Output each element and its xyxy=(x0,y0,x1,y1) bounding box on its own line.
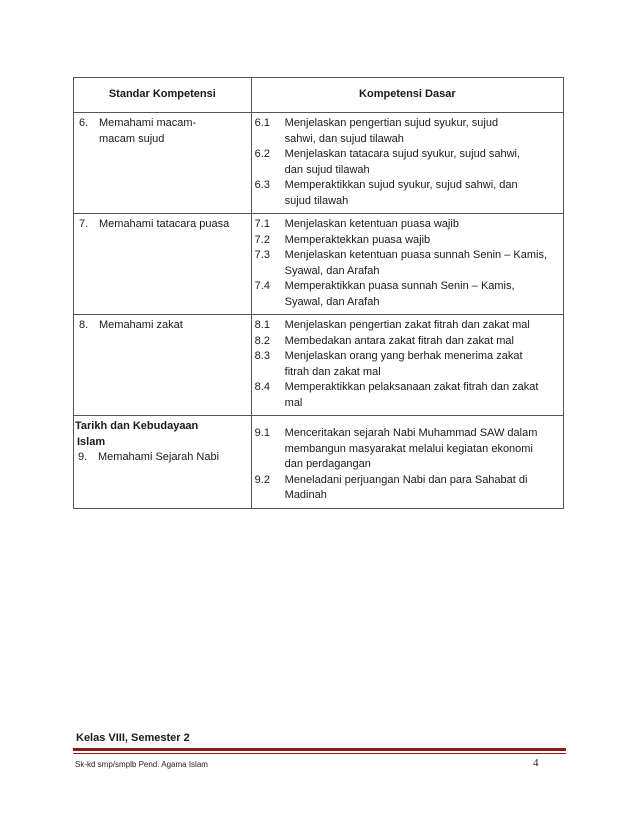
kd-number: 7.4 xyxy=(254,280,270,292)
sk-item xyxy=(75,450,247,466)
kd-number: 7.3 xyxy=(254,249,270,261)
sk-number: 7. xyxy=(79,218,89,230)
sk-text-line: Memahami macam- xyxy=(99,117,197,129)
kd-number: 7.1 xyxy=(254,218,270,230)
kd-text-line: Memperaktikkan pelaksanaan zakat fitrah dan zakat xyxy=(284,381,539,393)
kd-text xyxy=(285,380,559,411)
kd-text-line: Membedakan antara zakat fitrah dan zakat mal xyxy=(284,334,514,347)
footer-rule-thin xyxy=(73,753,566,754)
table-header-row xyxy=(74,78,564,113)
kd-item xyxy=(255,233,559,249)
table-body xyxy=(74,113,564,509)
kompetensi-dasar-cell xyxy=(251,315,563,416)
kd-number: 8.4 xyxy=(254,381,270,393)
kd-item xyxy=(255,349,559,380)
sk-text xyxy=(99,116,247,147)
kd-text-line: Menjelaskan orang yang berhak menerima zakat xyxy=(284,350,523,362)
kd-text xyxy=(285,233,559,249)
kd-text-line: Memperaktekkan puasa wajib xyxy=(284,233,431,246)
sk-number: 8. xyxy=(79,319,89,331)
kd-text-line: Menjelaskan pengertian zakat fitrah dan zakat mal xyxy=(284,319,530,331)
kd-text-line: dan perdagangan xyxy=(284,458,371,470)
kd-text xyxy=(285,116,559,147)
table-row xyxy=(74,113,564,214)
kd-text-line: Menjelaskan tatacara sujud syukur, sujud sahwi, xyxy=(284,148,521,160)
kd-text-line: sujud tilawah xyxy=(284,194,349,207)
kompetensi-dasar-cell xyxy=(251,416,563,509)
kd-text-line: dan sujud tilawah xyxy=(284,163,370,176)
sk-item xyxy=(79,217,247,233)
group-title-line: Islam xyxy=(77,435,106,448)
sk-text xyxy=(99,217,247,233)
kd-item xyxy=(255,426,559,473)
sk-text-line: macam sujud xyxy=(99,132,165,145)
kd-text xyxy=(285,248,559,279)
standar-kompetensi-cell xyxy=(74,214,252,315)
kd-text xyxy=(285,349,559,380)
kompetensi-dasar-cell xyxy=(251,214,563,315)
kd-item xyxy=(255,248,559,279)
kd-text-line: Menjelaskan ketentuan puasa wajib xyxy=(284,218,459,230)
competency-table xyxy=(73,77,564,509)
kd-number: 8.3 xyxy=(254,350,270,362)
kd-number: 8.1 xyxy=(254,319,270,331)
standar-kompetensi-cell xyxy=(74,113,252,214)
kd-item xyxy=(255,116,559,147)
kd-item xyxy=(255,279,559,310)
kd-text-line: fitrah dan zakat mal xyxy=(284,365,381,378)
kd-number: 6.1 xyxy=(254,117,270,129)
kd-text xyxy=(285,178,559,209)
kd-text xyxy=(285,426,559,473)
kd-text-line: Menjelaskan ketentuan puasa sunnah Senin – Kamis, xyxy=(284,249,547,261)
kd-item xyxy=(255,147,559,178)
footer-doc-label: Sk-kd smp/smplb Pend. Agama Islam xyxy=(75,760,208,769)
kd-text xyxy=(285,318,559,334)
group-title-line: Tarikh dan Kebudayaan xyxy=(75,420,199,432)
sk-text-line: Memahami tatacara puasa xyxy=(99,218,230,230)
kd-item xyxy=(255,217,559,233)
kd-text-line: Memperaktikkan sujud syukur, sujud sahwi, dan xyxy=(284,179,518,191)
kd-number: 6.3 xyxy=(254,179,270,191)
kd-number: 9.1 xyxy=(254,427,270,439)
kd-text-line: Syawal, dan Arafah xyxy=(284,295,380,308)
sk-item xyxy=(79,318,247,334)
header-standar-kompetensi: Standar Kompetensi xyxy=(74,78,252,113)
sk-number: 6. xyxy=(79,117,89,129)
table-row xyxy=(74,416,564,509)
kd-number: 6.2 xyxy=(254,148,270,160)
page-number: 4 xyxy=(533,757,539,769)
sk-item xyxy=(79,116,247,147)
sk-text xyxy=(98,450,247,466)
sk-number: 9. xyxy=(78,451,88,463)
class-semester-heading: Kelas VIII, Semester 2 xyxy=(76,732,190,744)
kd-text-line: Menceritakan sejarah Nabi Muhammad SAW dalam xyxy=(284,427,538,439)
kd-number: 8.2 xyxy=(254,334,270,347)
kd-text-line: Menjelaskan pengertian sujud syukur, sujud xyxy=(284,117,499,129)
kd-item xyxy=(255,473,559,504)
kd-text xyxy=(285,473,559,504)
table-row xyxy=(74,214,564,315)
header-kompetensi-dasar: Kompetensi Dasar xyxy=(251,78,563,113)
sk-text xyxy=(99,318,247,334)
kd-item xyxy=(255,334,559,350)
kd-number: 7.2 xyxy=(254,233,270,246)
kd-text-line: membangun masyarakat melalui kegiatan ekonomi xyxy=(284,442,533,455)
kd-text xyxy=(285,334,559,350)
kd-text-line: sahwi, dan sujud tilawah xyxy=(284,132,404,145)
kd-number: 9.2 xyxy=(254,473,270,486)
kd-item xyxy=(255,318,559,334)
table-row xyxy=(74,315,564,416)
kd-text-line: Syawal, dan Arafah xyxy=(284,264,380,277)
kd-text-line: Memperaktikkan puasa sunnah Senin – Kamis, xyxy=(284,280,515,292)
kd-text-line: Madinah xyxy=(284,489,327,501)
kd-text-line: mal xyxy=(284,396,303,409)
kd-text xyxy=(285,217,559,233)
kd-text-line: Meneladani perjuangan Nabi dan para Sahabat di xyxy=(284,473,528,486)
kd-item xyxy=(255,178,559,209)
kd-text xyxy=(285,147,559,178)
standar-kompetensi-cell xyxy=(74,416,252,509)
sk-text-line: Memahami Sejarah Nabi xyxy=(98,451,220,463)
kd-text xyxy=(285,279,559,310)
sk-text-line: Memahami zakat xyxy=(99,319,183,331)
standar-kompetensi-cell xyxy=(74,315,252,416)
footer-rule-thick xyxy=(73,748,566,751)
kompetensi-dasar-cell xyxy=(251,113,563,214)
kd-item xyxy=(255,380,559,411)
